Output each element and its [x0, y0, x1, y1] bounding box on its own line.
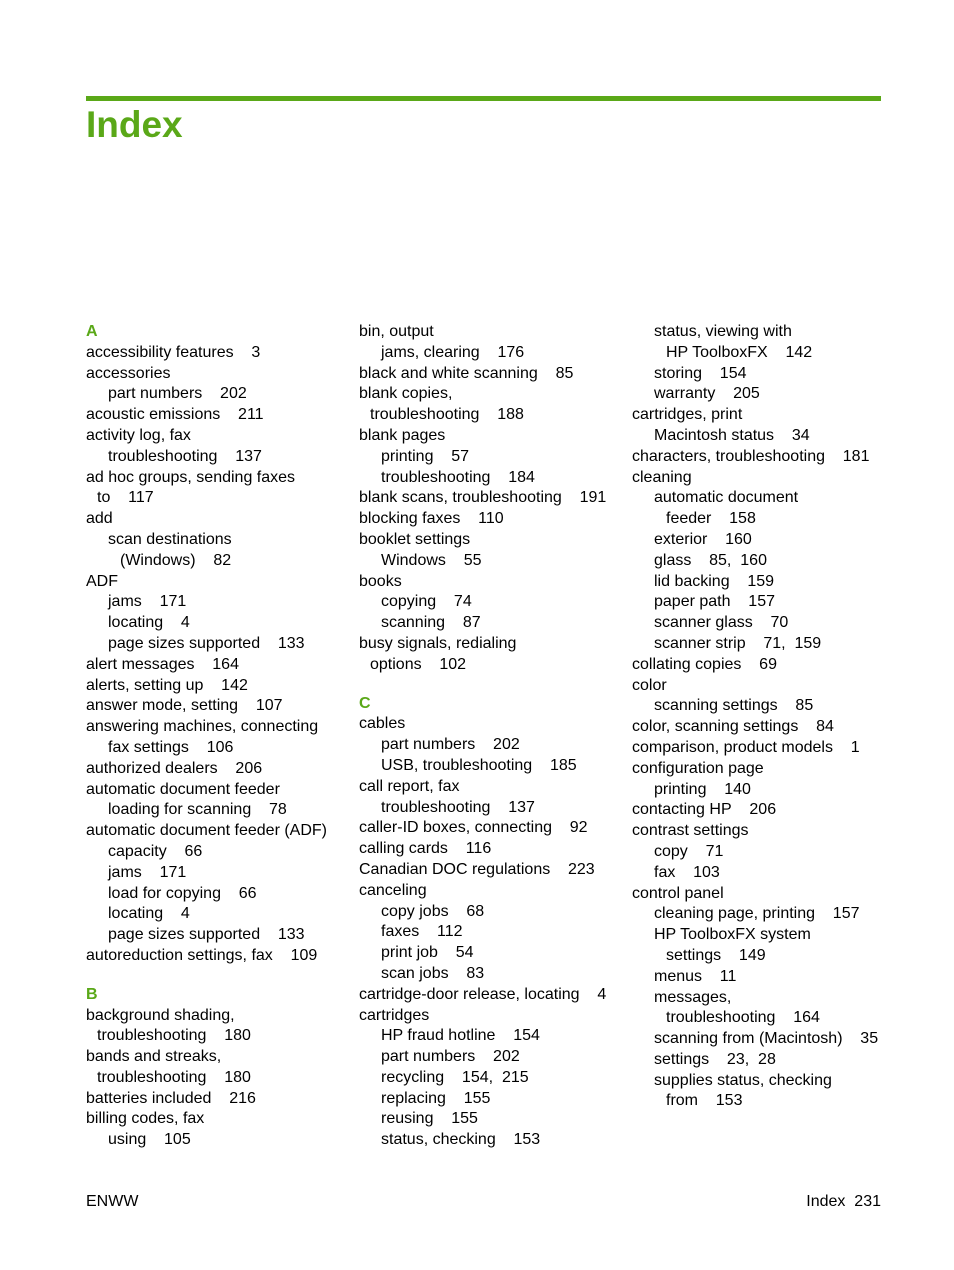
index-entry: automatic document feeder [86, 780, 280, 798]
index-entry: USB, troubleshooting 185 [381, 756, 577, 774]
index-entry: (Windows) 82 [120, 551, 232, 569]
index-entry: HP ToolboxFX system [654, 926, 811, 944]
index-entry: blank copies, [359, 385, 453, 403]
index-entry: color, scanning settings 84 [632, 718, 834, 736]
index-entry: scanner strip 71, 159 [654, 634, 822, 652]
index-entry: blocking faxes 110 [359, 510, 504, 528]
index-entry: answer mode, setting 107 [86, 697, 283, 715]
footer-left: ENWW [86, 1193, 139, 1210]
index-entry: HP ToolboxFX 142 [666, 343, 813, 361]
index-entry: lid backing 159 [654, 572, 775, 590]
index-entry: blank pages [359, 426, 446, 444]
index-entry: billing codes, fax [86, 1110, 205, 1128]
index-entry: feeder 158 [666, 510, 756, 528]
footer-right [806, 1193, 881, 1211]
index-entry: canceling [359, 881, 427, 899]
index-entry: cleaning page, printing 157 [654, 905, 860, 923]
index-entry: warranty 205 [654, 385, 760, 403]
index-entry: load for copying 66 [108, 884, 257, 902]
index-entry: jams 171 [108, 593, 187, 611]
index-entry: replacing 155 [381, 1089, 491, 1107]
index-entry: cartridge-door release, locating 4 [359, 985, 607, 1003]
index-entry: locating 4 [108, 614, 190, 632]
index-entry: exterior 160 [654, 530, 752, 548]
index-entry: reusing 155 [381, 1110, 478, 1128]
index-entry: bands and streaks, [86, 1048, 222, 1066]
index-entry: cleaning [632, 468, 692, 486]
index-entry: alerts, setting up 142 [86, 676, 248, 694]
index-section-letter: A [86, 323, 98, 340]
index-entry: part numbers 202 [381, 1048, 520, 1066]
index-entry: Canadian DOC regulations 223 [359, 860, 595, 878]
index-entry: Windows 55 [381, 551, 482, 569]
index-entry: cartridges, print [632, 406, 743, 424]
index-entry: to 117 [97, 489, 154, 507]
index-entry: jams, clearing 176 [381, 343, 525, 361]
index-entry: accessibility features 3 [86, 343, 261, 361]
index-entry: fax 103 [654, 863, 720, 881]
index-entry: capacity 66 [108, 842, 203, 860]
index-entry: batteries included 216 [86, 1089, 256, 1107]
index-entry: add [86, 510, 113, 528]
index-entry: collating copies 69 [632, 655, 777, 673]
header-rule [86, 96, 881, 101]
index-entry: characters, troubleshooting 181 [632, 447, 870, 465]
index-entry: cartridges [359, 1006, 430, 1024]
index-entry: glass 85, 160 [654, 551, 767, 569]
index-entry: settings 149 [666, 946, 766, 964]
section-gap [359, 676, 624, 694]
index-entry: supplies status, checking [654, 1071, 832, 1089]
index-entry: loading for scanning 78 [108, 801, 287, 819]
index-entry: scanning from (Macintosh) 35 [654, 1030, 879, 1048]
index-entry: control panel [632, 884, 724, 902]
index-entry: scanning 87 [381, 614, 481, 632]
index-entry: printing 140 [654, 780, 751, 798]
index-entry: HP fraud hotline 154 [381, 1027, 540, 1045]
index-entry: answering machines, connecting [86, 718, 319, 736]
index-entry: accessories [86, 364, 171, 382]
index-entry: comparison, product models 1 [632, 738, 860, 756]
index-entry: printing 57 [381, 447, 470, 465]
index-entry: cables [359, 715, 406, 733]
index-entry: troubleshooting 180 [97, 1027, 251, 1045]
index-entry: color [632, 676, 667, 694]
index-entry: troubleshooting 137 [108, 447, 262, 465]
index-entry: scanner glass 70 [654, 614, 789, 632]
index-entry: contacting HP 206 [632, 801, 777, 819]
index-entry: busy signals, redialing [359, 634, 517, 652]
index-entry: page sizes supported 133 [108, 926, 305, 944]
index-entry: status, viewing with [654, 323, 792, 340]
footer-page-number: 231 [854, 1193, 881, 1210]
index-entry: bin, output [359, 323, 434, 340]
index-entry: copy 71 [654, 842, 724, 860]
index-entry: part numbers 202 [381, 736, 520, 754]
index-entry: contrast settings [632, 822, 749, 840]
index-section-letter: C [359, 694, 371, 712]
footer-section-label: Index [806, 1193, 846, 1210]
index-entry: part numbers 202 [108, 385, 247, 403]
index-column-2 [359, 322, 624, 1151]
index-entry: fax settings 106 [108, 738, 234, 756]
section-gap [86, 967, 351, 985]
index-entry: troubleshooting 188 [370, 406, 524, 424]
index-entry: troubleshooting 137 [381, 798, 535, 816]
index-entry: storing 154 [654, 364, 747, 382]
index-entry: acoustic emissions 211 [86, 406, 264, 424]
index-entry: configuration page [632, 759, 764, 777]
index-entry: settings 23, 28 [654, 1050, 776, 1068]
index-entry: copying 74 [381, 593, 472, 611]
index-entry: scan destinations [108, 530, 232, 548]
index-entry: black and white scanning 85 [359, 364, 574, 382]
index-entry: calling cards 116 [359, 840, 492, 858]
index-entry: messages, [654, 988, 732, 1006]
index-entry: from 153 [666, 1092, 743, 1110]
index-entry: autoreduction settings, fax 109 [86, 946, 318, 964]
index-entry: jams 171 [108, 863, 187, 881]
index-entry: books [359, 572, 402, 590]
index-entry: using 105 [108, 1131, 191, 1149]
index-column-1 [86, 322, 351, 1151]
index-entry: locating 4 [108, 905, 190, 923]
index-entry: booklet settings [359, 530, 471, 548]
index-entry: options 102 [370, 655, 467, 673]
index-entry: ad hoc groups, sending faxes [86, 468, 296, 486]
index-entry: call report, fax [359, 777, 460, 795]
index-entry: faxes 112 [381, 923, 463, 941]
index-entry: copy jobs 68 [381, 902, 485, 920]
index-entry: activity log, fax [86, 426, 191, 444]
index-entry: scanning settings 85 [654, 697, 814, 715]
index-entry: status, checking 153 [381, 1131, 541, 1149]
index-entry: alert messages 164 [86, 655, 239, 673]
index-entry: scan jobs 83 [381, 964, 485, 982]
index-entry: print job 54 [381, 944, 474, 962]
index-entry: blank scans, troubleshooting 191 [359, 489, 607, 507]
index-column-3 [632, 322, 897, 1112]
index-entry: authorized dealers 206 [86, 759, 263, 777]
index-entry: caller-ID boxes, connecting 92 [359, 819, 588, 837]
index-entry: recycling 154, 215 [381, 1068, 529, 1086]
index-entry: menus 11 [654, 967, 737, 985]
index-entry: troubleshooting 164 [666, 1009, 820, 1027]
index-entry: troubleshooting 184 [381, 468, 535, 486]
index-entry: automatic document feeder (ADF) [86, 822, 327, 840]
page-title: Index [86, 104, 183, 145]
index-section-letter: B [86, 985, 98, 1003]
index-entry: Macintosh status 34 [654, 426, 810, 444]
index-entry: troubleshooting 180 [97, 1068, 251, 1086]
index-entry: background shading, [86, 1006, 235, 1024]
index-entry: page sizes supported 133 [108, 634, 305, 652]
index-entry: paper path 157 [654, 593, 775, 611]
index-entry: automatic document [654, 489, 799, 507]
index-entry: ADF [86, 572, 118, 590]
